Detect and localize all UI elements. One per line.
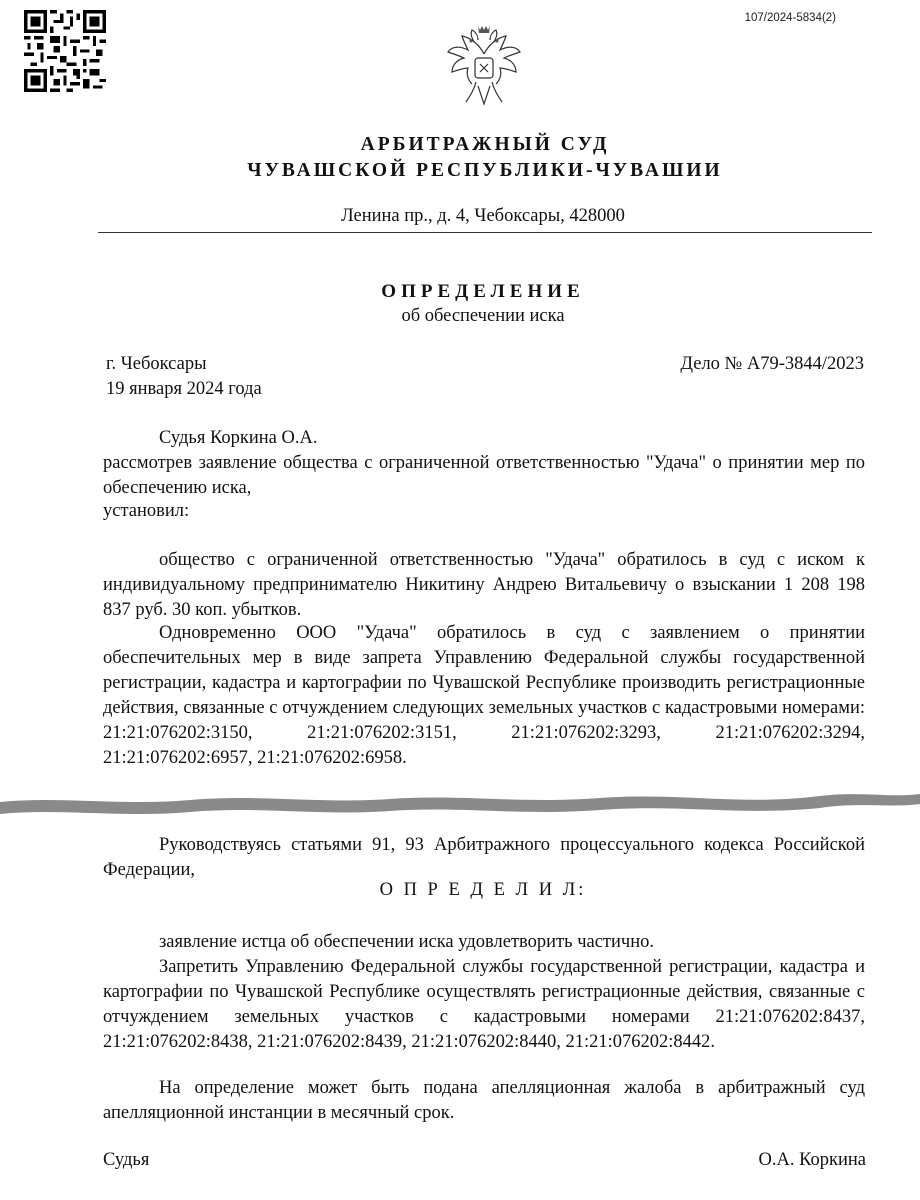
document-title: ОПРЕДЕЛЕНИЕ: [381, 281, 585, 302]
court-name-line2: ЧУВАШСКОЙ РЕСПУБЛИКИ-ЧУВАШИИ: [247, 160, 723, 181]
interim-measures-paragraph: Одновременно ООО "Удача" обратилось в суд с заявлением о принятии обеспечительных мер в виде запрета Управлению Федеральной службы государственной регистрации, кадастра и картографии по Чувашской Республике производить регистрационные действия, связанные с отчуждением следующих земельных участков с кадастровыми номерами: 21:21:076202:3150, 21:21:076202:3151, 21:21:076202:3293, 21:21:076202:3294, 21:21:076202:6957, 21:21:076202:6958.: [103, 623, 865, 768]
signature-label: Судья: [103, 1150, 150, 1170]
document-subtitle: об обеспечении иска: [401, 306, 565, 326]
decided-heading: О П Р Е Д Е Л И Л:: [379, 880, 587, 900]
granted-paragraph: заявление истца об обеспечении иска удовлетворить частично.: [159, 932, 654, 952]
double-headed-eagle-emblem: [444, 24, 524, 108]
qr-code-icon: [24, 10, 106, 92]
guided-paragraph: Руководствуясь статьями 91, 93 Арбитражного процессуального кодекса Российской Федерации,: [103, 835, 865, 880]
court-name-line1: АРБИТРАЖНЫЙ СУД: [360, 134, 610, 155]
established-label: установил:: [103, 501, 190, 521]
case-number: Дело № А79-3844/2023: [680, 354, 864, 374]
appeal-paragraph: На определение может быть подана апелляционная жалоба в арбитражный суд апелляционной инстанции в месячный срок.: [103, 1078, 865, 1123]
claim-paragraph: общество с ограниченной ответственностью "Удача" обратилось в суд с иском к индивидуальному предпринимателю Никитину Андрею Витальевичу о взыскании 1 208 198 837 руб. 30 коп. убытков.: [103, 550, 865, 620]
page-tear-separator: [0, 786, 920, 826]
considering-paragraph: рассмотрев заявление общества с ограниченной ответственностью "Удача" о принятии мер по обеспечению иска,: [103, 453, 865, 498]
judge-line: Судья Коркина О.А.: [159, 428, 318, 448]
court-address: Ленина пр., д. 4, Чебоксары, 428000: [341, 206, 625, 226]
signature-name: О.А. Коркина: [758, 1150, 866, 1170]
document-date: 19 января 2024 года: [106, 379, 262, 399]
header-divider: [98, 232, 872, 233]
document-city: г. Чебоксары: [106, 354, 207, 374]
case-reference-number: 107/2024-5834(2): [744, 12, 836, 24]
prohibition-paragraph: Запретить Управлению Федеральной службы государственной регистрации, кадастра и картографии по Чувашской Республике осуществлять регистрационные действия, связанные с отчуждением земельных участков с кадастровыми номерами 21:21:076202:8437, 21:21:076202:8438, 21:21:076202:8439, 21:21:076202:8440, 21:21:076202:8442.: [103, 957, 865, 1052]
